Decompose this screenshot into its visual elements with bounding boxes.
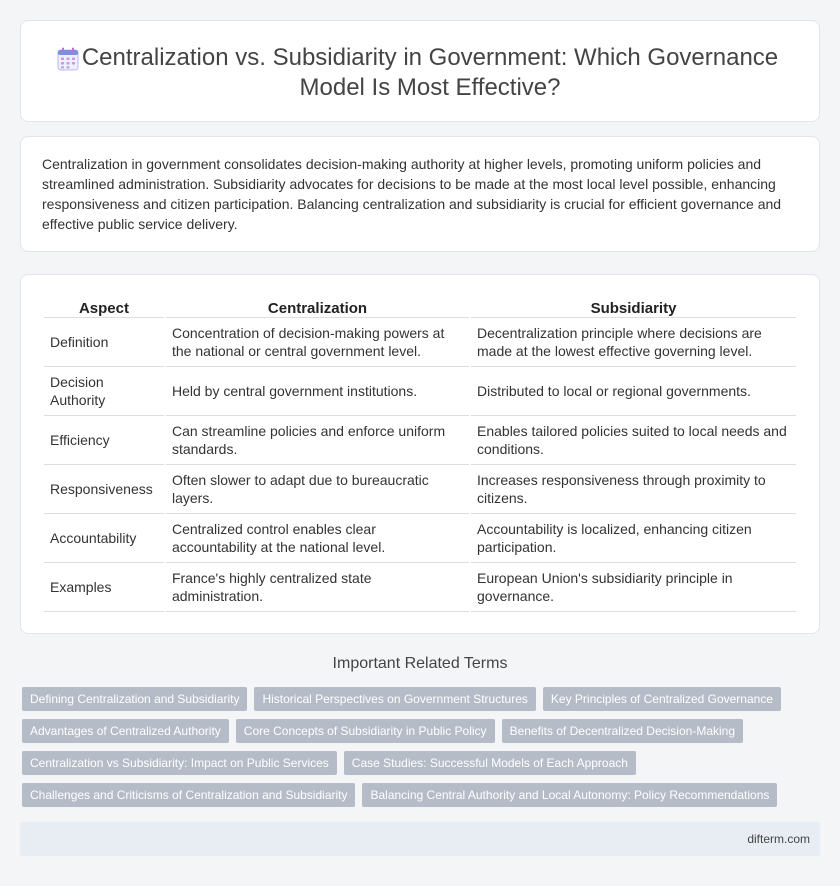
table-row (44, 318, 796, 367)
centralization-cell: France's highly centralized state administration. (166, 563, 469, 612)
related-term-tag[interactable]: Case Studies: Successful Models of Each Approach (344, 751, 636, 775)
centralization-cell: Concentration of decision-making powers at the national or central government level. (166, 318, 469, 367)
site-name[interactable]: difterm.com (747, 832, 810, 846)
related-terms-heading: Important Related Terms (332, 655, 508, 672)
table-row (44, 563, 796, 612)
table-row (44, 416, 796, 465)
related-term-tag[interactable]: Benefits of Decentralized Decision-Making (502, 719, 743, 743)
related-term-tag[interactable]: Key Principles of Centralized Governance (543, 687, 781, 711)
aspect-cell: Examples (44, 563, 164, 612)
related-term-tag[interactable]: Centralization vs Subsidiarity: Impact on Public Services (22, 751, 337, 775)
centralization-cell: Often slower to adapt due to bureaucratic layers. (166, 465, 469, 514)
table-header-row (44, 297, 796, 318)
related-terms-list (22, 687, 812, 807)
aspect-cell: Responsiveness (44, 465, 164, 514)
related-term-tag[interactable]: Challenges and Criticisms of Centralization and Subsidiarity (22, 783, 355, 807)
aspect-cell: Accountability (44, 514, 164, 563)
header-card (20, 20, 820, 122)
centralization-cell: Centralized control enables clear accountability at the national level. (166, 514, 469, 563)
header-aspect: Aspect (44, 297, 164, 318)
subsidiarity-cell: Accountability is localized, enhancing citizen participation. (471, 514, 796, 563)
subsidiarity-cell: Decentralization principle where decisions are made at the lowest effective governing level. (471, 318, 796, 367)
subsidiarity-cell: European Union's subsidiarity principle in governance. (471, 563, 796, 612)
subsidiarity-cell: Increases responsiveness through proximity to citizens. (471, 465, 796, 514)
header-centralization: Centralization (166, 297, 469, 318)
related-term-tag[interactable]: Historical Perspectives on Government Structures (254, 687, 535, 711)
related-term-tag[interactable]: Core Concepts of Subsidiarity in Public Policy (236, 719, 495, 743)
page-title: Centralization vs. Subsidiarity in Government: Which Governance Model Is Most Effective? (81, 44, 779, 101)
footer (20, 822, 820, 856)
comparison-table-card (20, 274, 820, 634)
aspect-cell: Definition (44, 318, 164, 367)
centralization-cell: Held by central government institutions. (166, 367, 469, 416)
table-row (44, 514, 796, 563)
aspect-cell: Efficiency (44, 416, 164, 465)
header-subsidiarity: Subsidiarity (471, 297, 796, 318)
subsidiarity-cell: Distributed to local or regional governments. (471, 367, 796, 416)
related-term-tag[interactable]: Advantages of Centralized Authority (22, 719, 229, 743)
table-row (44, 367, 796, 416)
comparison-table (42, 297, 798, 612)
aspect-cell: Decision Authority (44, 367, 164, 416)
related-term-tag[interactable]: Balancing Central Authority and Local Autonomy: Policy Recommendations (362, 783, 777, 807)
centralization-cell: Can streamline policies and enforce uniform standards. (166, 416, 469, 465)
table-row (44, 465, 796, 514)
subsidiarity-cell: Enables tailored policies suited to local needs and conditions. (471, 416, 796, 465)
intro-paragraph: Centralization in government consolidates decision-making authority at higher levels, promoting uniform policies and streamlined administration. Subsidiarity advocates for decisions to be made at the most local level possible, enhancing responsiveness and citizen participation. Balancing centralization and subsidiarity is crucial for efficient governance and effective public service delivery. (42, 156, 782, 232)
related-term-tag[interactable]: Defining Centralization and Subsidiarity (22, 687, 247, 711)
intro-card (20, 136, 820, 252)
